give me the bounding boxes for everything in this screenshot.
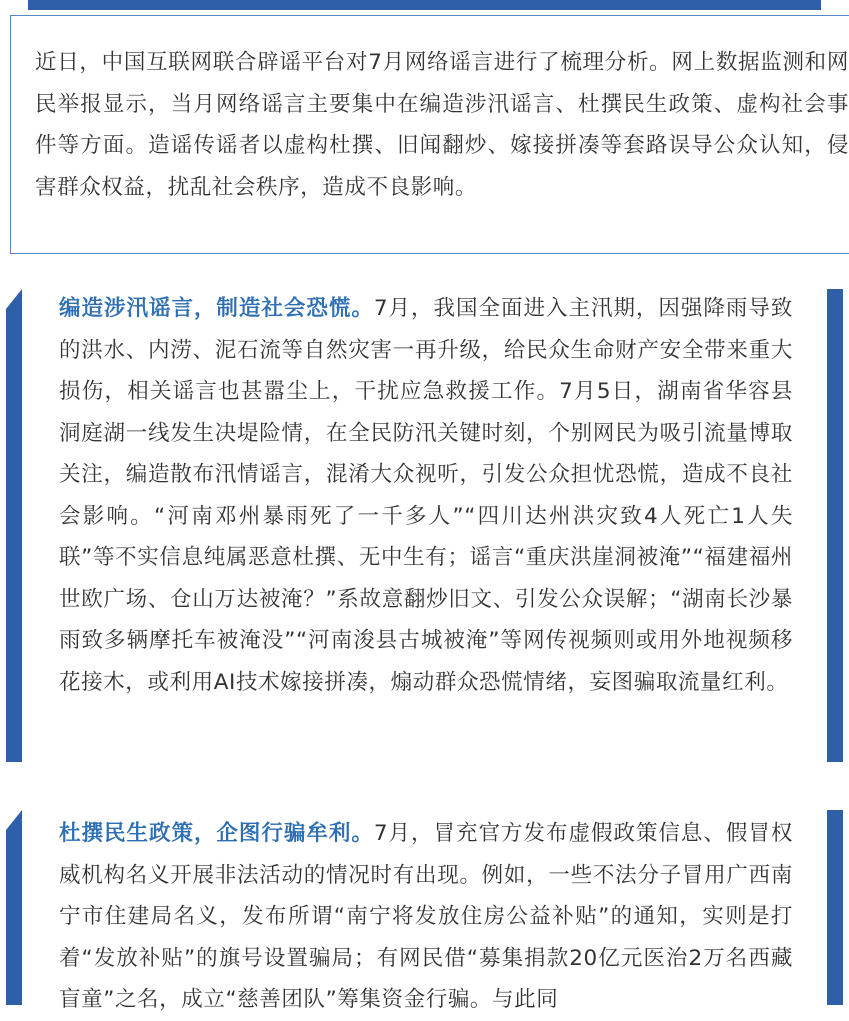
right-accent-bar xyxy=(827,810,849,1005)
section-body: 7月，冒充官方发布虚假政策信息、假冒权威机构名义开展非法活动的情况时有出现。例如，一些不法分子冒用广西南宁市住建局名义，发布所谓“南宁将发放住房公益补贴”的通知，实则是打着“发放补贴”的旗号设置骗局；有网民借“募集捐款20亿元医治2万名西藏盲童”之名，成立“慈善团队”筹集资金行骗。与此同 xyxy=(59,821,793,1012)
section-heading: 杜撰民生政策，企图行骗牟利。 xyxy=(59,821,374,846)
section-policy-rumors xyxy=(0,810,849,1012)
right-accent-bar xyxy=(827,289,849,762)
section-heading: 编造涉汛谣言，制造社会恐慌。 xyxy=(59,296,374,321)
top-decorative-rule xyxy=(28,0,821,10)
section-body: 7月，我国全面进入主汛期，因强降雨导致的洪水、内涝、泥石流等自然灾害一再升级，给民众生命财产安全带来重大损伤，相关谣言也甚嚣尘上，干扰应急救援工作。7月5日，湖南省华容县洞庭湖一线发生决堤险情，在全民防汛关键时刻，个别网民为吸引流量博取关注，编造散布汛情谣言，混淆大众视听，引发公众担忧恐慌，造成不良社会影响。“河南邓州暴雨死了一千多人”“四川达州洪灾致4人死亡1人失联”等不实信息纯属恶意杜撰、无中生有；谣言“重庆洪崖洞被淹”“福建福州世欧广场、仓山万达被淹？”系故意翻炒旧文、引发公众误解；“湖南长沙暴雨致多辆摩托车被淹没”“河南浚县古城被淹”等网传视频则或用外地视频移花接木，或利用AI技术嫁接拼凑，煽动群众恐慌情绪，妄图骗取流量红利。 xyxy=(59,296,793,695)
section-paragraph xyxy=(59,813,793,1021)
section-flood-rumors xyxy=(0,289,849,762)
left-accent-bar xyxy=(0,810,22,1005)
intro-paragraph: 近日，中国互联网联合辟谣平台对7月网络谣言进行了梳理分析。网上数据监测和网民举报显示，当月网络谣言主要集中在编造涉汛谣言、杜撰民生政策、虚构社会事件等方面。造谣传谣者以虚构杜撰、旧闻翻炒、嫁接拼凑等套路误导公众认知，侵害群众权益，扰乱社会秩序，造成不良影响。 xyxy=(35,50,849,200)
left-accent-bar xyxy=(0,289,22,762)
intro-summary-box xyxy=(10,15,849,254)
section-paragraph xyxy=(59,288,793,703)
